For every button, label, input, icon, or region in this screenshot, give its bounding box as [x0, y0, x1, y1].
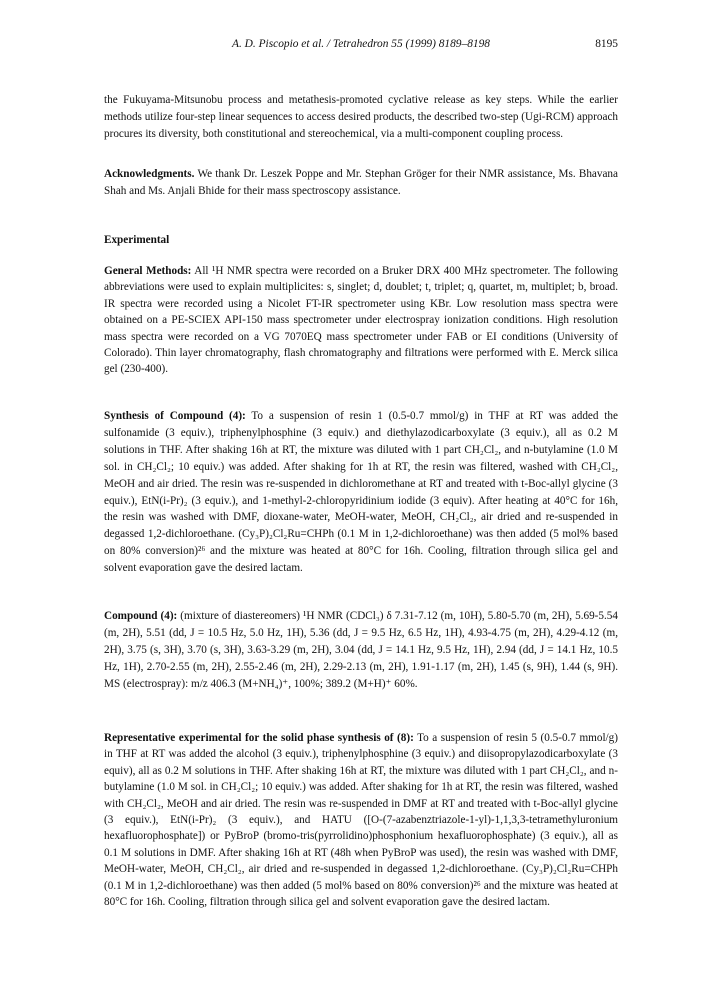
representative-label: Representative experimental for the solid phase synthesis of (8):	[104, 732, 414, 744]
intro-text: the Fukuyama-Mitsunobu process and metathesis-promoted cyclative release as key steps. While the earlier methods utilize four-step linear sequences to access desired products, the described two-step (Ugi-RCM) approach procures its diversity, both constitutional and stereochemical, via a multi-component coupling process.	[104, 94, 618, 141]
general-methods-label: General Methods:	[104, 265, 192, 277]
compound-4-text: (mixture of diastereomers) ¹H NMR (CDCl₃) δ 7.31-7.12 (m, 10H), 5.80-5.70 (m, 2H), 5.69-5.54 (m, 2H), 5.51 (dd, J = 10.5 Hz, 5.0 Hz, 1H), 5.36 (dd, J = 9.5 Hz, 6.5 Hz, 1H), 4.93-4.75 (m, 2H), 4.29-4.12 (m, 2H), 3.75 (s, 3H), 3.70 (s, 3H), 3.63-3.29 (m, 2H), 3.04 (dd, J = 14.1 Hz, 9.5 Hz, 1H), 2.94 (dd, J = 14.1 Hz, 10.5 Hz, 1H), 2.70-2.55 (m, 2H), 2.55-2.46 (m, 2H), 2.29-2.13 (m, 2H), 1.91-1.17 (m, 2H), 1.45 (s, 9H), 1.44 (s, 9H). MS (electrospray): m/z 406.3 (M+NH₄)⁺, 100%; 389.2 (M+H)⁺ 60%.	[104, 610, 618, 690]
synthesis-4-paragraph	[104, 408, 618, 577]
compound-4-label: Compound (4):	[104, 610, 178, 622]
synthesis-4-label: Synthesis of Compound (4):	[104, 410, 246, 422]
experimental-heading: Experimental	[104, 234, 170, 246]
general-methods-paragraph	[104, 263, 618, 378]
acknowledgments-paragraph	[104, 166, 618, 200]
intro-paragraph	[104, 92, 618, 144]
general-methods-text: All ¹H NMR spectra were recorded on a Bruker DRX 400 MHz spectrometer. The following abbreviations were used to explain multiplicites: s, singlet; d, doublet; t, triplet; q, quartet, m, multiplet; b, broad. IR spectra were recorded using a Nicolet FT-IR spectrometer using KBr. Low resolution mass spectra were obtained on a PE-SCIEX API-150 mass spectrometer under electrospray ionization conditions. High resolution mass spectra were recorded on a VG 7070EQ mass spectrometer under FAB or EI conditions (University of Colorado). Thin layer chromatography, flash chromatography and filtrations were performed with E. Merck silica gel (230-400).	[104, 265, 618, 376]
running-title: A. D. Piscopio et al. / Tetrahedron 55 (1999) 8189–8198	[232, 38, 490, 50]
representative-paragraph	[104, 730, 618, 910]
synthesis-4-text: To a suspension of resin 1 (0.5-0.7 mmol/g) in THF at RT was added the sulfonamide (3 equiv.), triphenylphosphine (3 equiv.) and diethylazodicarboxylate (3 equiv.), all as 0.2 M solutions in THF. After shaking 16h at RT, the mixture was diluted with 1 part CH₂Cl₂, and n-butylamine (1.0 M sol. in CH₂Cl₂; 10 equiv.) was added. After shaking for 1h at RT, the resin was filtered, washed with CH₂Cl₂, MeOH and air dried. The resin was re-suspended in dichloromethane at RT and treated with t-Boc-allyl glycine (3 equiv.), EtN(i-Pr)₂ (3 equiv.), and 1-methyl-2-chloropyridinium iodide (3 equiv). After heating at 40°C for 16h, the resin was washed with DMF, dioxane-water, MeOH-water, MeOH, CH₂Cl₂, air dried and re-suspended in degassed 1,2-dichloroethane. (Cy₃P)₂Cl₂Ru=CHPh (0.1 M in 1,2-dichloroethane) was then added (5 mol% based on 80% conversion)²⁶ and the mixture was heated at 80°C for 16h. Cooling, filtration through silica gel and solvent evaporation gave the desired lactam.	[104, 410, 618, 575]
acknowledgments-label: Acknowledgments.	[104, 168, 195, 180]
page-number: 8195	[595, 38, 618, 50]
representative-text: To a suspension of resin 5 (0.5-0.7 mmol/g) in THF at RT was added the alcohol (3 equiv.), triphenylphosphine (3 equiv.) and diisopropylazodicarboxylate (3 equiv), all as 0.2 M solutions in THF. After shaking 16h at RT, the mixture was diluted with 1 part CH₂Cl₂, and n-butylamine (1.0 M sol. in CH₂Cl₂; 10 equiv.) was added. After shaking for 1h at RT, the resin was filtered, washed with CH₂Cl₂, MeOH and air dried. The resin was re-suspended in DMF at RT and treated with t-Boc-allyl glycine (3 equiv.), EtN(i-Pr)₂ (3 equiv.), and HATU ([O-(7-azabenztriazole-1-yl)-1,1,3,3-tetramethyluronium hexafluorophosphate]) or PyBroP (bromo-tris(pyrrolidino)phosphonium hexafluorophosphate) (3 equiv.), all as 0.1 M solutions in DMF. After shaking 16h at RT (48h when PyBroP was used), the resin was washed with DMF, MeOH-water, MeOH, CH₂Cl₂, air dried and re-suspended in degassed 1,2-dichloroethane. (Cy₃P)₂Cl₂Ru=CHPh (0.1 M in 1,2-dichloroethane) was then added (5 mol% based on 80% conversion)²⁶ and the mixture was heated at 80°C for 16h. Cooling, filtration through silica gel and solvent evaporation gave the desired lactam.	[104, 732, 618, 909]
running-header	[104, 38, 618, 56]
acknowledgments-text: We thank Dr. Leszek Poppe and Mr. Stephan Gröger for their NMR assistance, Ms. Bhavana Shah and Ms. Anjali Bhide for their mass spectroscopy assistance.	[104, 168, 618, 198]
compound-4-paragraph	[104, 608, 618, 693]
